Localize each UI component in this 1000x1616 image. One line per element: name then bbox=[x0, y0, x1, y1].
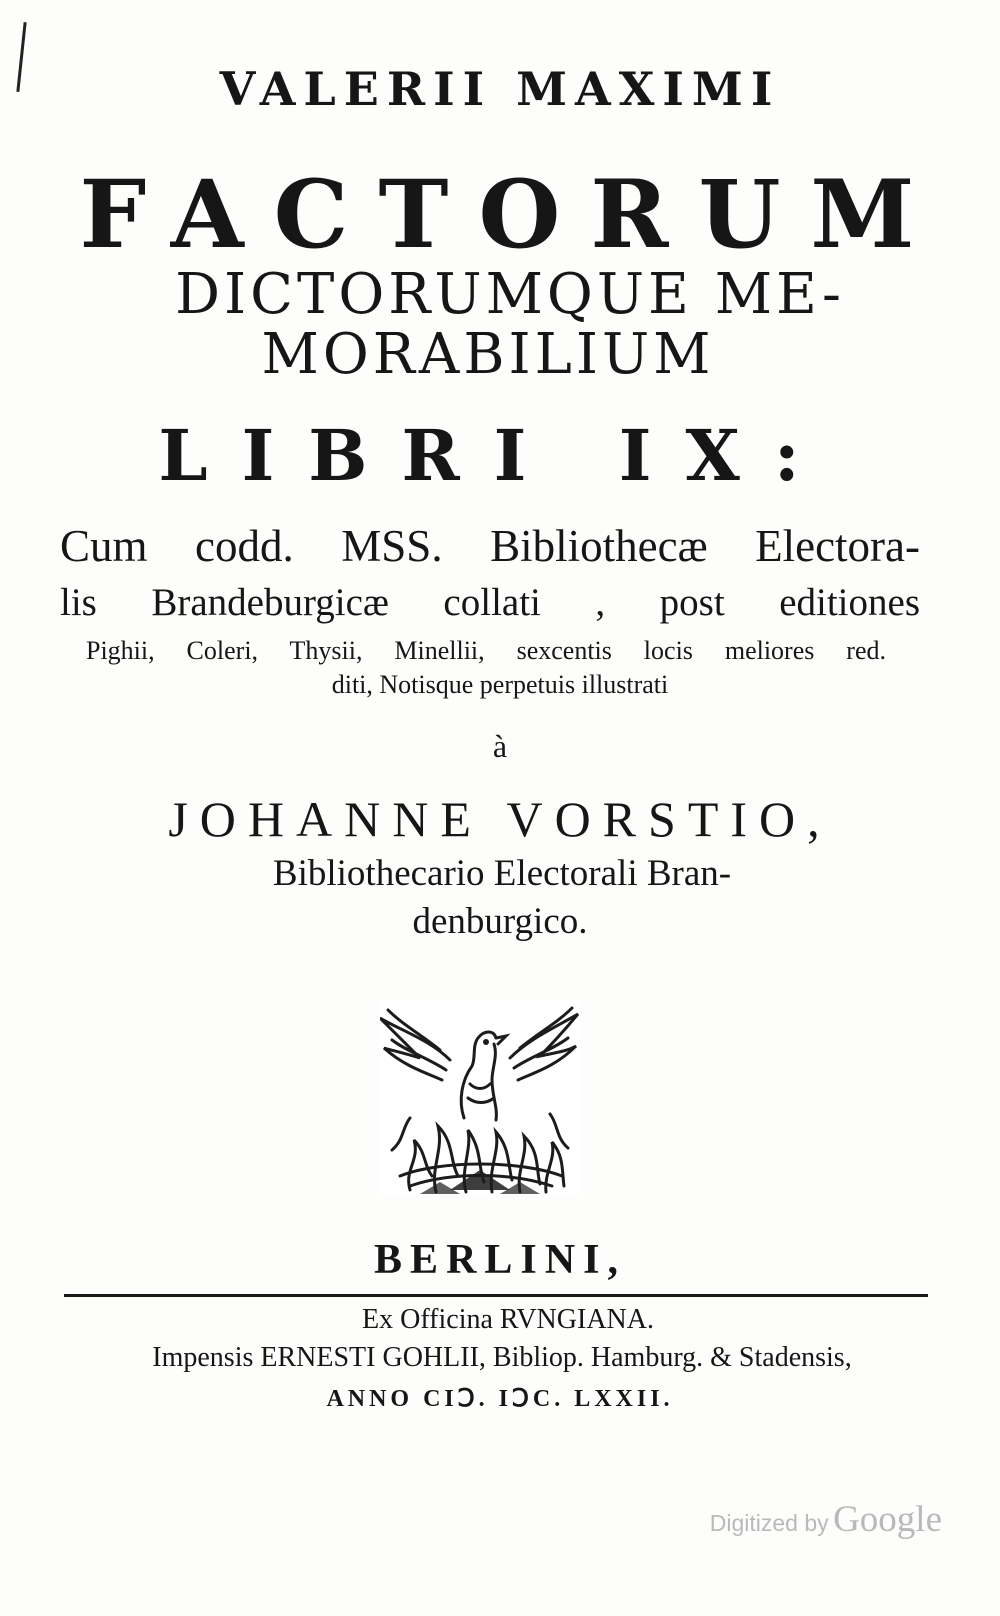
title-line-1: FACTORUM bbox=[79, 160, 945, 270]
author-line: VALERII MAXIMI bbox=[219, 62, 781, 116]
title-line-3: MORABILIUM bbox=[261, 322, 715, 387]
subtitle-line-2: lis Brandeburgicæ collati , post editiones bbox=[60, 581, 920, 624]
year-line: ANNO CIↃ. IↃC. LXXII. bbox=[326, 1386, 674, 1412]
city-line: BERLINI, bbox=[374, 1237, 626, 1283]
digitized-watermark bbox=[710, 1498, 942, 1541]
imprint-line-1: Ex Officina RVNGIANA. bbox=[362, 1304, 654, 1335]
by-line: à bbox=[492, 728, 508, 764]
subtitle-line-4: diti, Notisque perpetuis illustrati bbox=[331, 670, 669, 699]
title-line-2: DICTORUMQUE ME- bbox=[175, 262, 845, 327]
editor-role-line-1: Bibliothecario Electorali Bran- bbox=[272, 853, 732, 894]
watermark-prefix: Digitized by bbox=[709, 1510, 829, 1536]
imprint-rule bbox=[64, 1294, 928, 1297]
editor-name: JOHANNE VORSTIO, bbox=[168, 791, 832, 847]
phoenix-in-flames-icon bbox=[380, 1000, 580, 1196]
imprint-line-2: Impensis ERNESTI GOHLII, Bibliop. Hamburg. & Stadensis, bbox=[152, 1342, 852, 1373]
editor-role-line-2: denburgico. bbox=[412, 901, 588, 942]
subtitle-line-1: Cum codd. MSS. Bibliothecæ Electora- bbox=[60, 521, 920, 571]
watermark-brand: Google bbox=[833, 1499, 942, 1540]
books-line: LIBRI IX: bbox=[158, 414, 834, 497]
subtitle-line-3: Pighii, Coleri, Thysii, Minellii, sexcentis locis meliores red. bbox=[86, 636, 886, 665]
